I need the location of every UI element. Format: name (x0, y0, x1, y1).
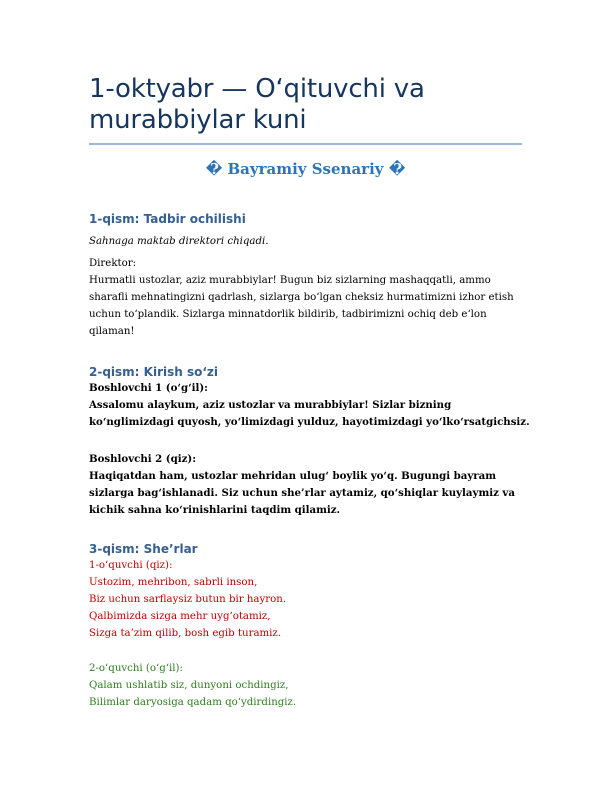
director-line: uchun to‘plandik. Sizlarga minnatdorlik bildirib, tadbirimizni ochiq deb e‘lon (89, 309, 487, 320)
director-line: sharafli mehnatingizni qadrlash, sizlarga bo‘lgan cheksiz hurmatimizni izhor etish (89, 292, 514, 303)
section-1-heading: 1-qism: Tadbir ochilishi (89, 212, 246, 226)
host-2-line: sizlarga bag‘ishlanadi. Siz uchun she’rlar aytamiz, qo‘shiqlar kuylaymiz va (89, 487, 515, 499)
poem-line: Biz uchun sarflaysiz butun bir hayron. (89, 594, 287, 605)
reader-2-label: 2-o‘quvchi (o‘g‘il): (89, 663, 183, 674)
stage-note: Sahnaga maktab direktori chiqadi. (89, 236, 269, 247)
title-divider (89, 143, 522, 145)
poem-line: Ustozim, mehribon, sabrli inson, (89, 577, 258, 588)
reader-1-label: 1-o‘quvchi (qiz): (89, 560, 173, 571)
host-2-line: kichik sahna ko‘rinishlarini taqdim qilamiz. (89, 504, 341, 516)
host-2-line: Haqiqatdan ham, ustozlar mehridan ulug‘ boylik yo‘q. Bugungi bayram (89, 470, 497, 482)
speaker-director: Direktor: (89, 258, 137, 269)
subtitle: � Bayramiy Ssenariy � (205, 160, 406, 178)
host-1-line: Assalomu alaykum, aziz ustozlar va murabbiylar! Sizlar bizning (89, 399, 452, 411)
speaker-host-1: Boshlovchi 1 (o‘g‘il): (89, 382, 208, 394)
poem-line: Qalbimizda sizga mehr uyg‘otamiz, (89, 611, 271, 622)
director-line: Hurmatli ustozlar, aziz murabbiylar! Bugun biz sizlarning mashaqqatli, ammo (89, 275, 491, 286)
section-2-heading: 2-qism: Kirish so‘zi (89, 365, 219, 379)
director-line: qilaman! (89, 326, 135, 337)
host-1-line: ko‘nglimizdagi quyosh, yo‘limizdagi yulduz, hayotimizdagi yo‘lko‘rsatgichsiz. (89, 416, 530, 428)
poem-line: Qalam ushlatib siz, dunyoni ochdingiz, (89, 680, 289, 691)
speaker-host-2: Boshlovchi 2 (qiz): (89, 453, 196, 465)
poem-line: Sizga ta’zim qilib, bosh egib turamiz. (89, 628, 282, 639)
poem-line: Bilimlar daryosiga qadam qo‘ydirdingiz. (89, 697, 297, 708)
section-3-heading: 3-qism: She’rlar (89, 542, 198, 556)
page-title: 1-oktyabr — O‘qituvchi va murabbiylar kuni (89, 74, 425, 135)
